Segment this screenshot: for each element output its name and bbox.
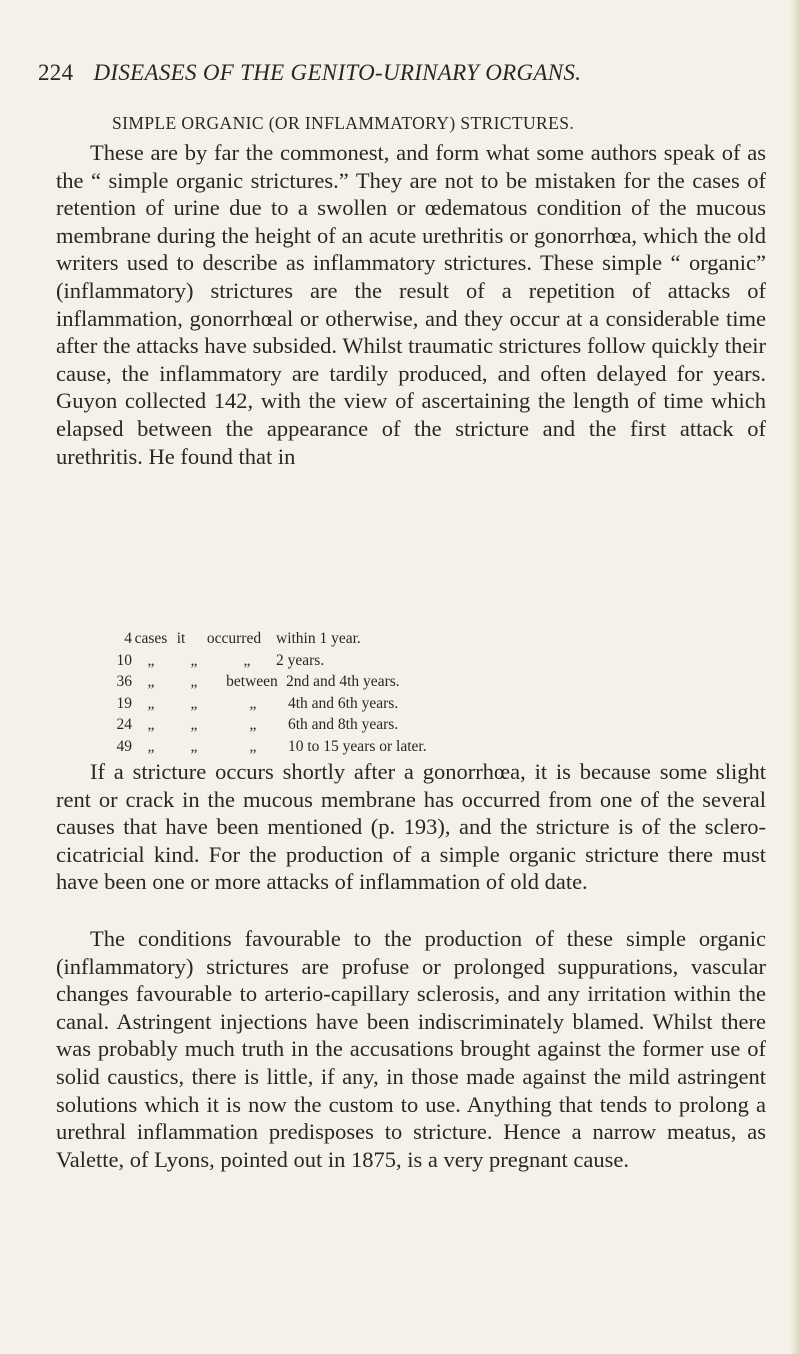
ditto-cell: „ [147,716,155,734]
ditto-cell: „ [190,673,198,691]
ditto-cell: „ [190,716,198,734]
page-number: 224 [38,60,74,85]
paragraph-shortly-after: If a stricture occurs shortly after a gonorrhœa, it is because some slight rent or crack in the mucous membrane has occurred from one of the several causes that have been mentioned (p. 193), and the stricture is of the sclero-cicatricial kind. For the production of a simple organic stricture there must have been one or more attacks of inflammation of old date. [56,759,766,895]
interval-text: 2 years. [276,651,325,669]
ditto-cell: „ [147,673,155,691]
page-edge-shading [790,0,800,1354]
running-head [38,60,738,86]
table-row [108,671,427,693]
ditto-cell: „ [190,737,198,755]
case-count: 4 [124,630,132,647]
ditto-cell: „ [147,694,155,712]
ditto-cell: „ [190,651,198,669]
running-title: DISEASES OF THE GENITO-URINARY ORGANS. [93,60,582,85]
case-count: 24 [116,716,132,734]
table-row [108,736,427,758]
ditto-cell: between [226,673,278,691]
case-count: 49 [116,737,132,755]
table-row [108,650,427,672]
interval-text: within 1 year. [276,630,361,647]
ditto-cell: cases [134,630,168,647]
table-row [108,714,427,736]
ditto-cell: „ [190,694,198,712]
ditto-cell: „ [249,716,257,734]
paragraph-conditions: The conditions favourable to the production of these simple organic (inflammatory) strictures are profuse or prolonged suppurations, vascular changes favourable to arterio-capillary sclerosis, and any irritation within the canal. Astringent injections have been indiscriminately blamed. Whilst there was probably much truth in the accusations brought against the former use of solid caustics, there is little, if any, in those made against the mild astringent solutions which it is now the custom to use. Anything that tends to prolong a urethral inflammation predisposes to stricture. Hence a narrow meatus, as Valette, of Lyons, pointed out in 1875, is a very pregnant cause. [56,926,766,1172]
case-count: 36 [116,673,132,691]
table-row [108,693,427,715]
ditto-cell: „ [249,694,257,712]
ditto-cell: occurred [206,630,262,647]
ditto-cell: it [176,630,186,647]
interval-text: 6th and 8th years. [288,716,399,734]
stricture-onset-table [108,628,427,758]
section-title: SIMPLE ORGANIC (OR INFLAMMATORY) STRICTURES. [112,113,575,133]
ditto-cell: „ [243,651,251,669]
table-row [108,628,427,650]
paragraph-intro: These are by far the commonest, and form what some authors speak of as the “ simple organic strictures.” They are not to be mistaken for the cases of retention of urine due to a swollen or œdematous condition of the mucous membrane during the height of an acute urethritis or gonorrhœa, which the old writers used to describe as inflammatory strictures. These simple “ organic” (inflammatory) strictures are the result of a repetition of attacks of inflammation, gonorrhœal or otherwise, and they occur at a considerable time after the attacks have subsided. Whilst traumatic strictures follow quickly their cause, the inflammatory are tardily produced, and often delayed for years. Guyon collected 142, with the view of ascertaining the length of time which elapsed between the appearance of the stricture and the first attack of urethritis. He found that in [56,140,766,469]
ditto-cell: „ [147,737,155,755]
case-count: 10 [116,651,132,669]
interval-text: 4th and 6th years. [288,694,399,712]
ditto-cell: „ [147,651,155,669]
interval-text: 2nd and 4th years. [286,673,400,691]
interval-text: 10 to 15 years or later. [288,737,427,755]
ditto-cell: „ [249,737,257,755]
case-count: 19 [116,694,132,712]
